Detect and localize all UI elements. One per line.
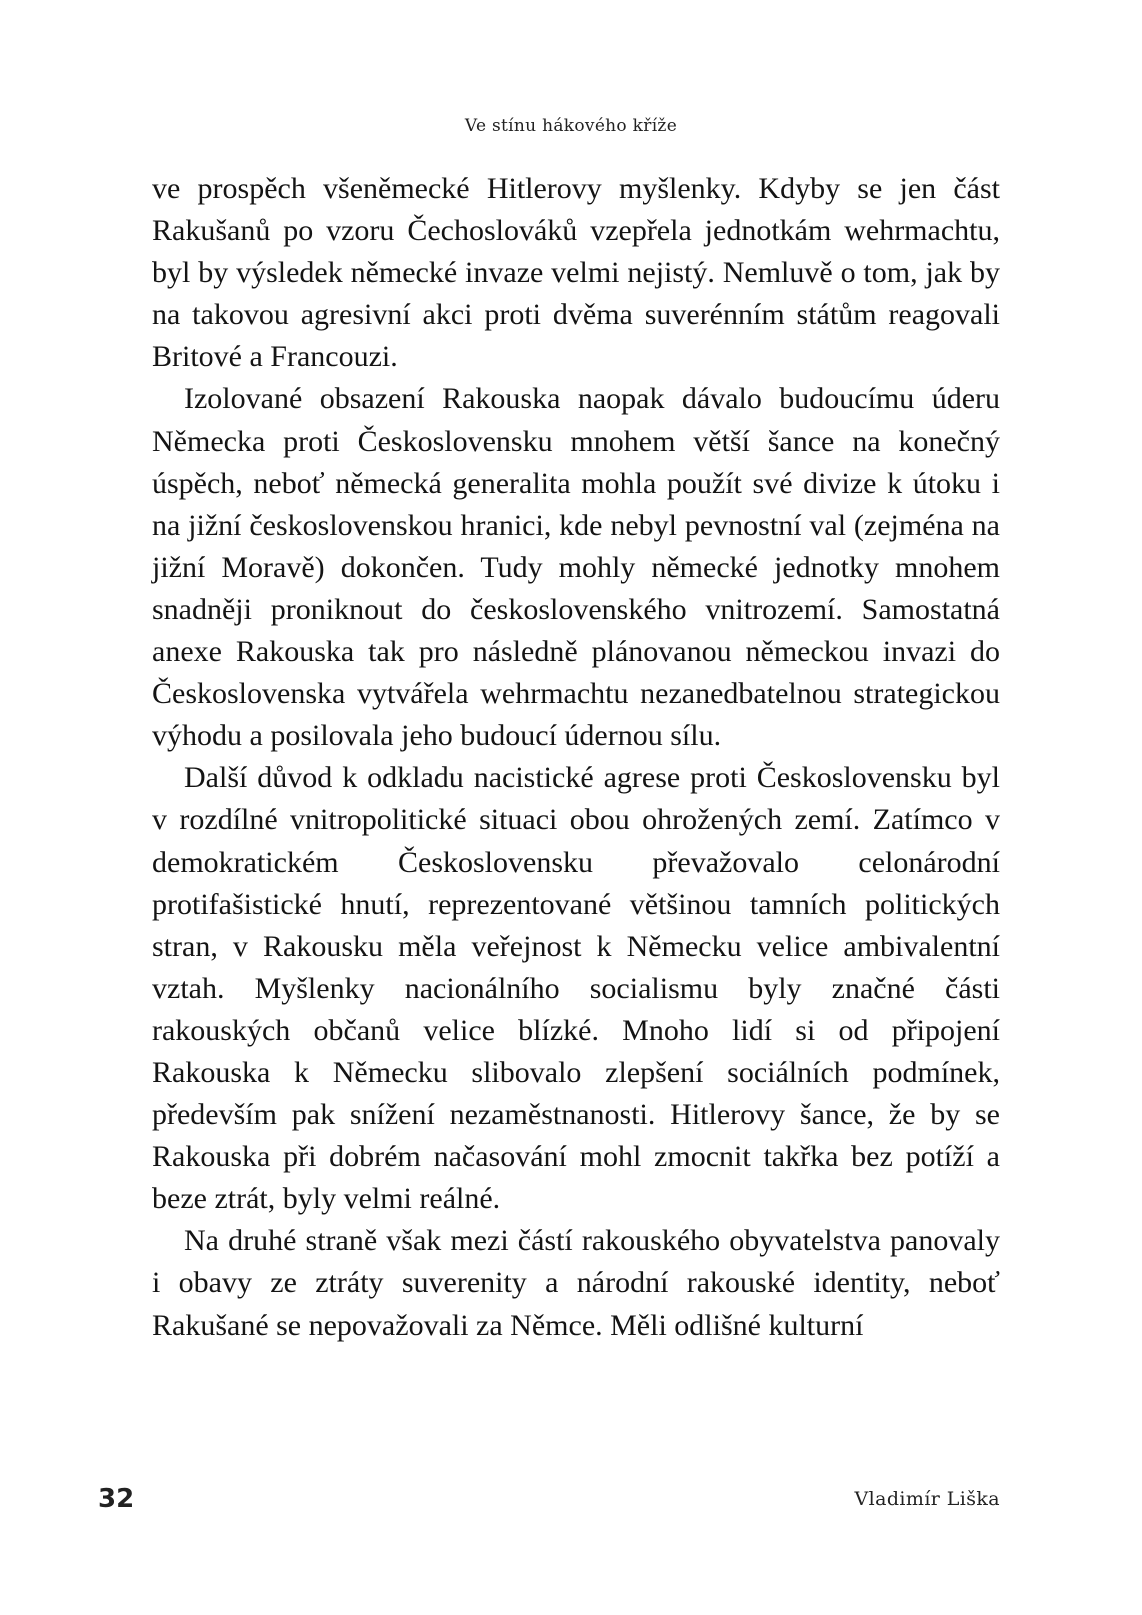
page-number: 32	[98, 1484, 135, 1514]
paragraph: ve prospěch všeněmecké Hitlerovy myšlenky. Kdyby se jen část Rakušanů po vzoru Čechoslováků vzepřela jednotkám wehrmachtu, byl by výsledek německé invaze velmi nejistý. Nemluvě o tom, jak by na takovou agresivní akci proti dvěma suverénním státům reagovali Britové a Francouzi.	[152, 172, 1000, 374]
body-text	[152, 168, 1000, 1347]
paragraph: Na druhé straně však mezi částí rakouského obyvatelstva panovaly i obavy ze ztráty suverenity a národní rakouské identity, neboť Rakušané se nepovažovali za Němce. Měli odlišné kulturní	[152, 1224, 1000, 1342]
paragraph: Izolované obsazení Rakouska naopak dávalo budoucímu úderu Německa proti Československu mnohem větší šance na konečný úspěch, neboť německá generalita mohla použít své divize k útoku i na jižní československou hranici, kde nebyl pevnostní val (zejména na jižní Moravě) dokončen. Tudy mohly německé jednotky mnohem snadněji proniknout do československého vnitrozemí. Samostatná anexe Rakouska tak pro následně plánovanou německou invazi do Československa vytvářela wehrmachtu nezanedbatelnou strategickou výhodu a posilovala jeho budoucí údernou sílu.	[152, 382, 1000, 753]
author-name: Vladimír Liška	[854, 1488, 1000, 1510]
paragraph: Další důvod k odkladu nacistické agrese proti Československu byl v rozdílné vnitropolitické situaci obou ohrožených zemí. Zatímco v demokratickém Československu převažovalo celonárodní protifašistické hnutí, reprezentované většinou tamních politických stran, v Rakousku měla veřejnost k Německu velice ambivalentní vztah. Myšlenky nacionálního socialismu byly značné části rakouských občanů velice blízké. Mnoho lidí si od připojení Rakouska k Německu slibovalo zlepšení sociálních podmínek, především pak snížení nezaměstnanosti. Hitlerovy šance, že by se Rakouska při dobrém načasování mohl zmocnit takřka bez potíží a beze ztrát, byly velmi reálné.	[152, 761, 1000, 1216]
running-title: Ve stínu hákového kříže	[464, 116, 678, 136]
